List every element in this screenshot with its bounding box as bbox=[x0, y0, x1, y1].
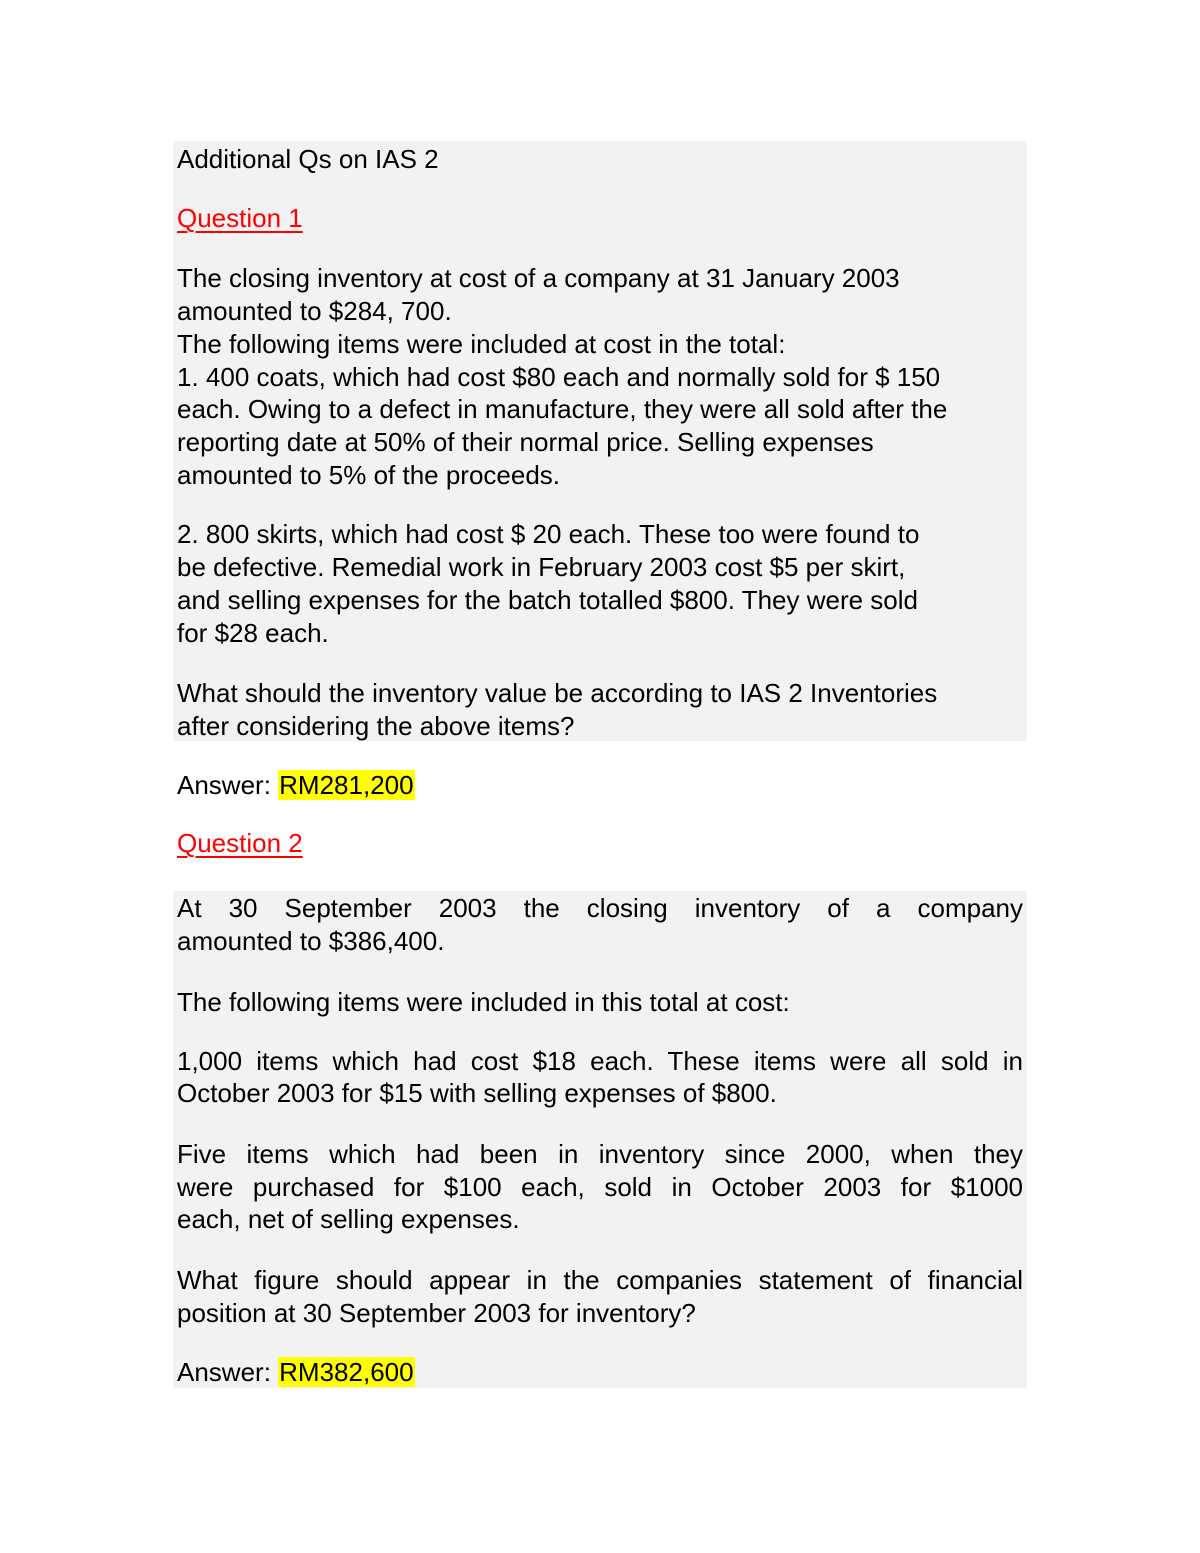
q1-question-line2: after considering the above items? bbox=[177, 711, 575, 741]
q2-intro2: The following items were included in this total at cost: bbox=[177, 987, 790, 1017]
q1-item1-line4: amounted to 5% of the proceeds. bbox=[177, 460, 561, 490]
q1-answer bbox=[177, 769, 415, 802]
q1-intro-line3: The following items were included at cost in the total: bbox=[177, 329, 786, 359]
q1-intro-line1: The closing inventory at cost of a company at 31 January 2003 bbox=[177, 263, 900, 293]
q2-item1-line2: October 2003 for $15 with selling expenses of $800. bbox=[177, 1078, 777, 1108]
q2-intro-line2: amounted to $386,400. bbox=[177, 926, 445, 956]
q1-answer-value: RM281,200 bbox=[279, 770, 414, 800]
q1-item2-line4: for $28 each. bbox=[177, 618, 329, 648]
q2-answer bbox=[177, 1356, 415, 1389]
q1-item2-line1: 2. 800 skirts, which had cost $ 20 each. These too were found to bbox=[177, 519, 920, 549]
q2-item2-line2: were purchased for $100 each, sold in October 2003 for $1000 bbox=[177, 1172, 1023, 1202]
q2-answer-label: Answer: bbox=[177, 1357, 271, 1387]
question1-heading: Question 1 bbox=[177, 203, 303, 233]
q2-item2-line1: Five items which had been in inventory since 2000, when they bbox=[177, 1139, 1023, 1169]
q2-question-line1: What figure should appear in the companies statement of financial bbox=[177, 1265, 1023, 1295]
q1-item1-line3: reporting date at 50% of their normal price. Selling expenses bbox=[177, 427, 874, 457]
q1-item2-line3: and selling expenses for the batch totalled $800. They were sold bbox=[177, 585, 918, 615]
q2-question-line2: position at 30 September 2003 for inventory? bbox=[177, 1298, 696, 1328]
q1-item2-line2: be defective. Remedial work in February 2003 cost $5 per skirt, bbox=[177, 552, 906, 582]
q1-answer-label: Answer: bbox=[177, 770, 271, 800]
question2-heading: Question 2 bbox=[177, 828, 303, 858]
q1-question-line1: What should the inventory value be according to IAS 2 Inventories bbox=[177, 678, 938, 708]
q1-intro-line2: amounted to $284, 700. bbox=[177, 296, 452, 326]
document-title: Additional Qs on IAS 2 bbox=[177, 144, 439, 174]
q1-item1-line1: 1. 400 coats, which had cost $80 each and normally sold for $ 150 bbox=[177, 362, 941, 392]
q2-intro-line1: At 30 September 2003 the closing inventory of a company bbox=[177, 893, 1023, 923]
q2-item1-line1: 1,000 items which had cost $18 each. These items were all sold in bbox=[177, 1046, 1023, 1076]
q2-answer-value: RM382,600 bbox=[279, 1357, 414, 1387]
q1-item1-line2: each. Owing to a defect in manufacture, they were all sold after the bbox=[177, 394, 948, 424]
q2-item2-line3: each, net of selling expenses. bbox=[177, 1204, 520, 1234]
